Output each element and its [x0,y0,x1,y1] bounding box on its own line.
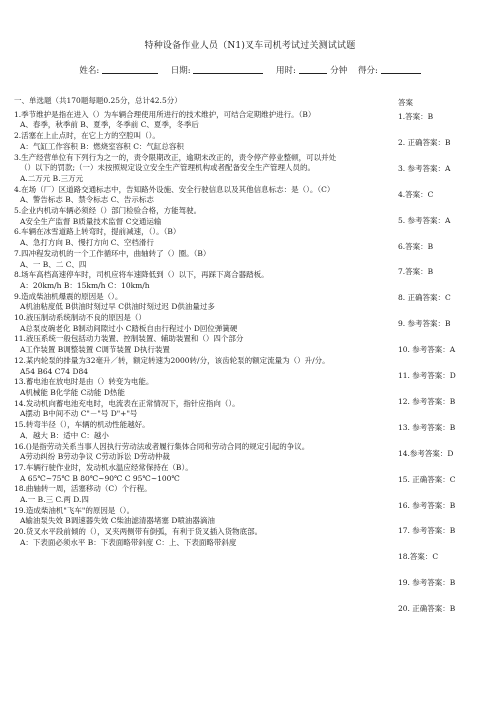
answer-item: 4.答案：C [398,189,434,199]
question-stem: 17.车辆行驶作业时，发动机水温应经常保持在（B）。 [14,462,193,472]
answer-item: 13. 参考答案：B [398,422,456,432]
answer-item: 2. 正确答案：B [398,137,451,147]
answer-item: 19. 参考答案：B [398,578,456,588]
date-label: 日期: [170,66,191,76]
page-title: 特种设备作业人员（N1)叉车司机考试过关测试试题 [144,41,356,51]
question-options: A、急打方向 B、慢打方向 C、空档滑行 [20,238,154,248]
question-item [14,484,389,505]
question-options: A：气缸工作容积 B：燃烧室容积 C：气缸总容积 [20,141,184,151]
question-item [14,270,389,291]
question-item [14,506,389,527]
question-stem: 7.四冲程发动机的一个工作循环中，曲轴转了（）圈。（B） [14,248,211,258]
question-item [14,442,389,463]
answer-item: 3. 参考答案：A [398,163,451,173]
question-options: A、春季，秋季前 B、夏季，冬季前 C、夏季，冬季后 [20,120,199,130]
question-item [14,527,389,548]
question-options: A、一 B、二 C、四 [20,259,87,269]
question-item [14,356,389,377]
question-stem: 4.在场（厂）区道路交通标志中，告知路外设施、安全行驶信息以及其他信息标志：是（）。（C） [14,184,335,194]
question-stem: 8.场车高档高速停车时，司机应将车速降低到（）以下，再踩下离合器踏板。 [14,270,269,280]
question-list [14,96,389,549]
question-stem: 13.蓄电池在放电时是由（）转变为电能。 [14,377,154,387]
question-item [14,313,389,334]
minute-label: 分钟 [330,66,348,76]
question-options: A54 B64 C74 D84 [20,366,89,376]
question-item [14,420,389,441]
question-stem: 14.发动机向蓄电池充电时，电流表在正常情况下，指针应指向（）。 [14,398,240,408]
answer-item: 6.答案：B [398,241,434,251]
question-stem: 1.季节维护是指在进入（）为车辆合理使用所进行的技术维护，可结合定期维护进行。（B） [14,109,316,119]
answer-item: 7.答案：B [398,267,434,277]
question-stem: 11.液压系统一般包括动力装置、控制装置、辅助装置和（）四个部分 [14,334,244,344]
question-item [14,334,389,355]
question-options: A工作装置 B调整装置 C调节装置 D执行装置 [20,345,170,355]
score-blank [381,64,421,74]
answer-item: 16. 参考答案：B [398,500,456,510]
question-options: A：20km/h B：15km/h C：10km/h [20,280,150,290]
question-options: A劳动纠纷 B劳动争议 C劳动诉讼 D劳动仲裁 [20,452,170,462]
answer-item: 18.答案：C [398,552,439,562]
answer-column [398,97,498,614]
answer-item: 17. 参考答案：B [398,526,456,536]
answer-item: 12. 参考答案：B [398,396,456,406]
question-stem: 2.活塞在上止点时，在它上方的空腔叫（）。 [14,131,160,141]
question-item [14,131,389,152]
name-blank [102,64,158,74]
question-options: A输油泵失效 B调速器失效 C柴油滤清器堵塞 D喷油器滴油 [20,516,215,526]
question-options: A机油粘度低 B供油时刻过早 C供油时刻过迟 D供油量过多 [20,302,215,312]
question-item [14,463,389,484]
question-item [14,110,389,131]
question-item [14,185,389,206]
answer-item: 10. 参考答案：A [398,345,456,355]
question-item [14,292,389,313]
answer-item: 20. 正确答案：B [398,604,456,614]
answers-header: 答案 [398,98,413,107]
question-stem: 19.造成柴油机"飞车"的原因是（）。 [14,505,135,515]
question-stem: 15.转弯半径（），车辆的机动性能越好。 [14,420,150,430]
section-title: 一、单选题（共170题每题0.25分，总计42.5分） [14,96,182,105]
question-options: A：下表面必须水平 B：下表面略带斜度 C：上、下表面略带斜度 [20,537,237,547]
question-stem: 10.液压制动系统制动不良的原因是（） [14,313,146,323]
question-options: A机械能 B化学能 C动能 D热能 [20,387,125,397]
time-blank [299,64,327,74]
question-item [14,206,389,227]
question-options: A安全生产监督 B质量技术监督 C交通运输 [20,216,162,226]
answer-item: 14.参考答案：D [398,448,454,458]
question-item [14,153,389,185]
question-stem: 3.生产经营单位有下列行为之一的，责令限期改正，逾期未改正的，责令停产停业整顿，可以并处 [14,152,337,162]
answer-item: 15. 正确答案：C [398,474,456,484]
question-stem: 9.造成柴油机爆震的原因是（）。 [14,291,123,301]
name-label: 姓名: [79,66,100,76]
question-stem: 16.()是指劳动关系当事人因执行劳动法或者履行集体合同和劳动合同的规定引起的争议。 [14,441,310,451]
question-item [14,399,389,420]
answer-item: 8. 正确答案：C [398,293,451,303]
score-label: 得分: [357,66,378,76]
question-options: A摆动 B中间不动 C"－"号 D"+"号 [20,409,138,419]
info-row [0,64,500,76]
question-options: A、警告标志 B、禁令标志 C、告示标志 [20,195,154,205]
answer-item: 11. 参考答案：D [398,371,456,380]
question-item [14,249,389,270]
question-stem: 18.曲轴转一周，活塞移动（C）个行程。 [14,484,152,494]
question-stem: 5.企业内机动车辆必须经（）部门检验合格，方能驾驶。 [14,206,202,216]
question-options: A.一 B.三 C.两 D.四 [20,495,89,505]
question-options: A总泵皮碗老化 B制动间隙过小 C踏板自由行程过小 D回位弹簧硬 [20,323,238,333]
question-options: （）以下的罚款;（一）未按照规定设立安全生产管理机构或者配备安全生产管理人员的。 [20,163,316,173]
question-options: A．越大 B：适中 C：越小 [20,430,109,440]
answer-item: 5. 参考答案：A [398,215,451,225]
question-options: A.二万元 B.三万元 [20,173,84,183]
question-stem: 6.车辆在冰雪道路上转弯时，提前减速，（）。（B） [14,227,181,237]
time-label: 用时: [275,66,296,76]
question-item [14,227,389,248]
date-blank [193,64,263,74]
answer-item: 9. 参考答案：B [398,319,451,329]
question-stem: 20.货叉水平段前倾的（），叉夹两侧带有倒弧，有利于货叉插入货物底部。 [14,527,263,537]
question-item [14,377,389,398]
answer-item: 1.答案：B [398,112,434,121]
question-stem: 12.某内轮泵的排量为32毫升／转，额定转速为2000转/分，该齿轮泵的额定流量为（）升/分。 [14,355,330,365]
question-options: A 65℃~75℃ B 80℃~90℃ C 95℃~100℃ [20,473,180,483]
